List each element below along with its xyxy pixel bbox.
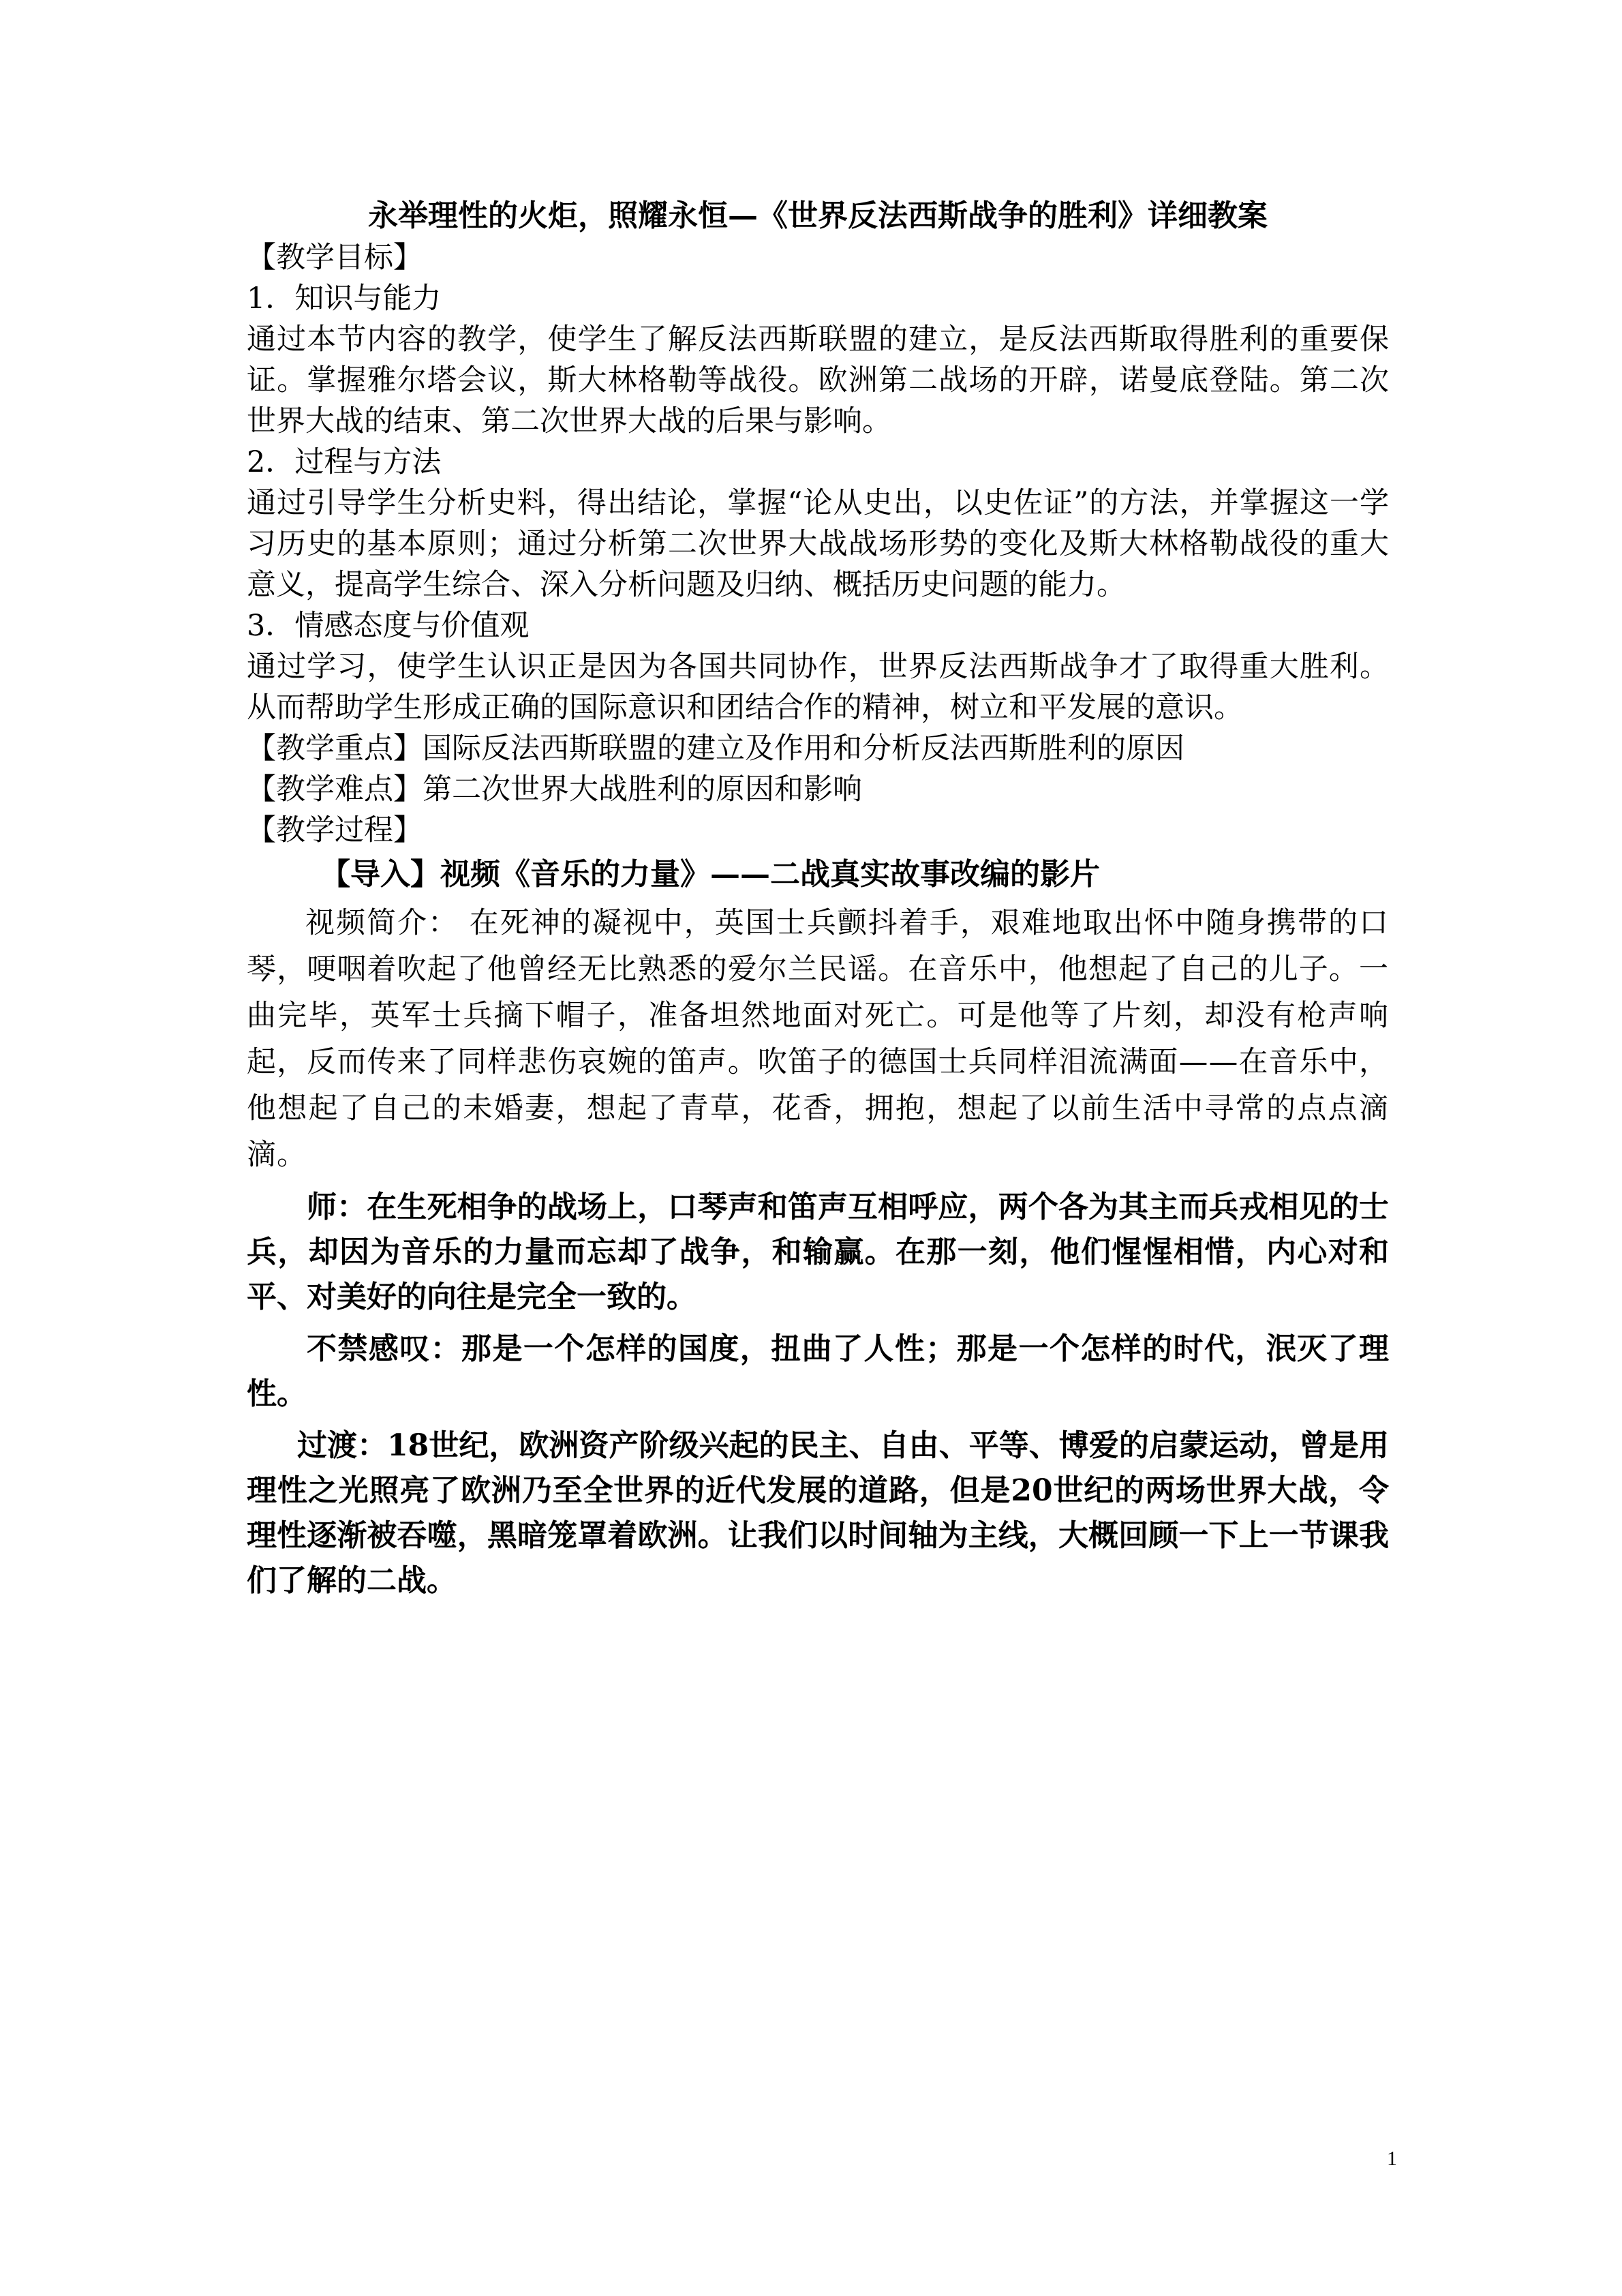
page-number: 1: [1387, 2147, 1397, 2170]
difficult-points: 【教学难点】第二次世界大战胜利的原因和影响: [247, 772, 862, 806]
process-heading: 【教学过程】: [247, 813, 423, 847]
document-title: 永举理性的火炬，照耀永恒—《世界反法西斯战争的胜利》详细教案: [368, 198, 1268, 233]
objectives-heading: 【教学目标】: [247, 241, 423, 275]
section-heading-process: 2．过程与方法: [247, 445, 442, 479]
intro-heading: 【导入】视频《音乐的力量》——二战真实故事改编的影片: [320, 857, 1100, 892]
section-heading-knowledge: 1．知识与能力: [247, 282, 442, 316]
section-text-values: 通过学习，使学生认识正是因为各国共同协作，世界反法西斯战争才了取得重大胜利。从而帮助学生形成正确的国际意识和团结合作的精神，树立和平发展的意识。: [247, 650, 1389, 725]
video-synopsis: 视频简介： 在死神的凝视中，英国士兵颤抖着手，艰难地取出怀中随身携带的口琴，哽咽着吹起了他曾经无比熟悉的爱尔兰民谣。在音乐中，他想起了自己的儿子。一曲完毕，英军士兵摘下帽子，准备坦然地面对死亡。可是他等了片刻，却没有枪声响起，反而传来了同样悲伤哀婉的笛声。吹笛子的德国士兵同样泪流满面——在音乐中，他想起了自己的未婚妻，想起了青草，花香，拥抱，想起了以前生活中寻常的点点滴滴。: [247, 906, 1389, 1172]
document-body: [247, 195, 1389, 1603]
teacher-remark: 师：在生死相争的战场上，口琴声和笛声互相呼应，两个各为其主而兵戎相见的士兵，却因为音乐的力量而忘却了战争，和输赢。在那一刻，他们惺惺相惜，内心对和平、对美好的向往是完全一致的。: [247, 1190, 1389, 1314]
section-heading-values: 3．情感态度与价值观: [247, 609, 530, 643]
transition-remark: 过渡：18世纪，欧洲资产阶级兴起的民主、自由、平等、博爱的启蒙运动，曾是用理性之光照亮了欧洲乃至全世界的近代发展的道路，但是20世纪的两场世界大战，令理性逐渐被吞噬，黑暗笼罩着欧洲。让我们以时间轴为主线，大概回顾一下上一节课我们了解的二战。: [247, 1428, 1389, 1598]
section-text-knowledge: 通过本节内容的教学，使学生了解反法西斯联盟的建立，是反法西斯取得胜利的重要保证。掌握雅尔塔会议，斯大林格勒等战役。欧洲第二战场的开辟，诺曼底登陆。第二次世界大战的结束、第二次世界大战的后果与影响。: [247, 322, 1389, 438]
sigh-remark: 不禁感叹：那是一个怎样的国度，扭曲了人性；那是一个怎样的时代，泯灭了理性。: [247, 1331, 1389, 1411]
section-text-process: 通过引导学生分析史料，得出结论，掌握“论从史出，以史佐证”的方法，并掌握这一学习历史的基本原则；通过分析第二次世界大战战场形势的变化及斯大林格勒战役的重大意义，提高学生综合、深入分析问题及归纳、概括历史问题的能力。: [247, 486, 1389, 602]
key-points: 【教学重点】国际反法西斯联盟的建立及作用和分析反法西斯胜利的原因: [247, 731, 1184, 766]
